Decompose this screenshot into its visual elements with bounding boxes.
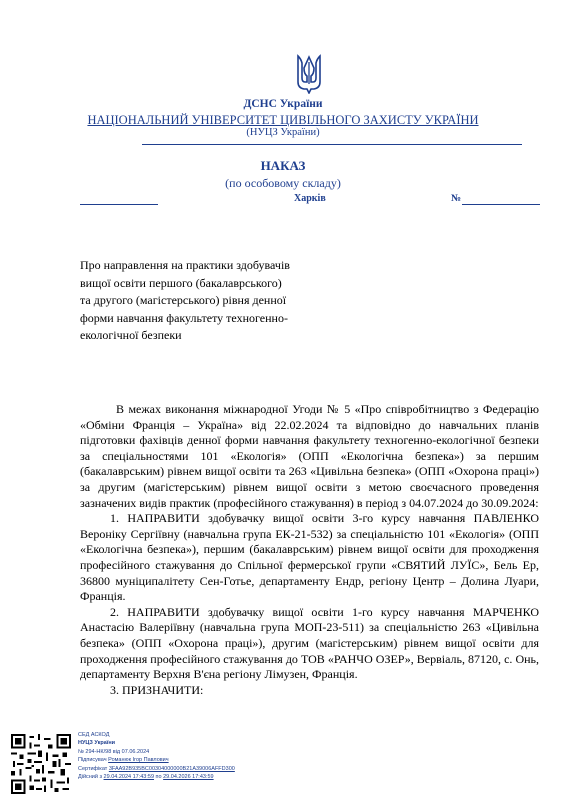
stamp-cert: 3FAA92B935BC00304000000B21A39006AFFD300	[108, 765, 235, 772]
order-subheading: (по особовому складу)	[225, 176, 341, 190]
service-name: ДСНС України	[243, 98, 323, 110]
university-name: НАЦІОНАЛЬНИЙ УНІВЕРСИТЕТ ЦИВІЛЬНОГО ЗАХИСТУ УКРАЇНИ	[87, 113, 479, 127]
intro-paragraph: В межах виконання міжнародної Угоди № 5 «Про співробітництво з Федерацію «Обміни Франція – Україна» від 22.02.2024 та відповідно до навчальних планів підготовки фахівців денної форми навчання факультету техногенно-екологічної безпеки за спеціальностями 101 «Екологія» (ОПП «Екологічна безпека») за першим (бакалаврським) рівнем вищої освіти та 263 «Цивільна безпека» (ОПП «Охорона праці») за другим (магістерським) рівнем вищої освіти з метою своєчасного проведення зазначених видів практик (професійного стажування) в період з 04.07.2024 до 30.09.2024:	[80, 402, 539, 510]
order-city: Харків	[294, 193, 326, 204]
stamp-valid-to: 29.04.2026 17:43:59	[163, 774, 214, 781]
header-divider	[142, 144, 522, 145]
number-line	[462, 204, 540, 205]
item-1: 1. НАПРАВИТИ здобувачку вищої освіти 3-го курсу навчання ПАВЛЕНКО Вероніку Сергіївну (навчальна група ЕК-21-532) за спеціальністю 101 «Екологія» (ОПП «Екологічна безпека»), першим (бакалаврським) рівнем вищої освіти для проходження професійного стажування до Спільної фермерської групи «СВЯТИЙ ЛУЇС», Бель Ер, 36800 муніципалітету Сен-Готье, департаменту Ендр, регіону Центр – Долина Луари, Франція.	[80, 511, 539, 604]
order-title: Про направлення на практики здобувачів вищої освіти першого (бакалаврського) та другого (магістерського) рівня денної форми навчання факультету техногенно-екологічної безпеки	[80, 258, 290, 342]
order-heading: НАКАЗ	[260, 158, 306, 173]
stamp-signer-row: Підписувач Романюк Ігор Павлович	[78, 757, 169, 764]
date-line	[80, 204, 158, 205]
stamp-validity-row: Дійсний з 29.04.2024 17:43:59 по 29.04.2026 17:43:59	[78, 774, 214, 781]
university-abbr: (НУЦЗ України)	[246, 127, 320, 138]
order-number-sign: №	[451, 193, 462, 204]
item-3: 3. ПРИЗНАЧИТИ:	[110, 682, 204, 697]
stamp-registration: № 294-НК/98 від 07.06.2024	[78, 748, 150, 755]
stamp-org: НУЦЗ України	[78, 740, 116, 747]
item-2: 2. НАПРАВИТИ здобувачку вищої освіти 1-го курсу навчання МАРЧЕНКО Анастасію Валеріївну (навчальна група МОП-23-511) за спеціальністю 263 «Цивільна безпека» (ОПП «Охорона праці»), другим (магістерським) рівнем вищої освіти для проходження професійного стажування до ТОВ «РАНЧО ОЗЕР», Вервіаль, 87120, с. Онь, департаменту Верхня В'єна регіону Лімузен, Франція.	[80, 604, 539, 682]
stamp-signer: Романюк Ігор Павлович	[108, 757, 169, 764]
stamp-system: СЕД АСКОД	[78, 732, 110, 738]
stamp-valid-from: 29.04.2024 17:43:59	[103, 774, 155, 781]
trident-emblem-icon	[296, 54, 322, 94]
stamp-cert-row: Сертифікат 3FAA92B935BC00304000000B21A39006AFFD300	[78, 765, 235, 772]
qr-code-icon	[11, 734, 71, 794]
digital-signature-stamp	[78, 731, 235, 781]
order-body	[80, 402, 539, 698]
